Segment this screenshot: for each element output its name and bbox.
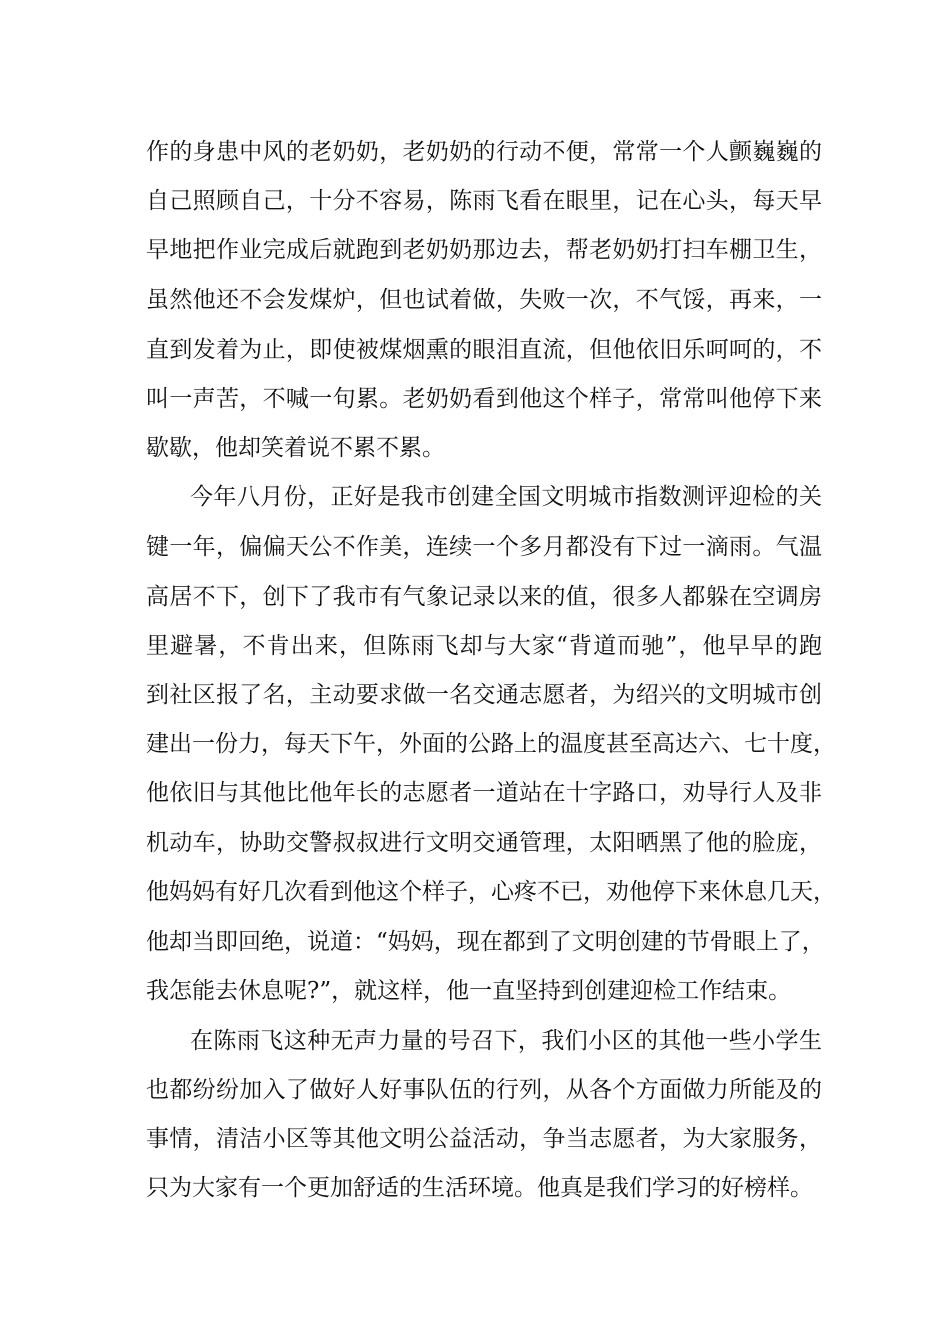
paragraph-3-line-3: 事情，清洁小区等其他文明公益活动，争当志愿者，为大家服务， [146, 1126, 822, 1152]
paragraph-2-line-6: 建出一份力，每天下午，外面的公路上的温度甚至高达六、七十度， [146, 731, 836, 757]
paragraph-2-line-3: 高居不下，创下了我市有气象记录以来的值，很多人都躲在空调房 [146, 584, 822, 610]
paragraph-2-line-4: 里避暑，不肯出来，但陈雨飞却与大家“背道而驰”，他早早的跑 [146, 633, 822, 659]
paragraph-2-line-10: 他却当即回绝，说道：“妈妈，现在都到了文明创建的节骨眼上了， [146, 929, 825, 955]
paragraph-2-line-7: 他依旧与其他比他年长的志愿者一道站在十字路口，劝导行人及非 [146, 780, 822, 806]
paragraph-3-line-1: 在陈雨飞这种无声力量的号召下，我们小区的其他一些小学生 [190, 1028, 822, 1054]
paragraph-1-line-1: 作的身患中风的老奶奶，老奶奶的行动不便，常常一个人颤巍巍的 [146, 139, 822, 165]
paragraph-3-line-2: 也都纷纷加入了做好人好事队伍的行列，从各个方面做力所能及的 [146, 1077, 822, 1103]
paragraph-2-line-8: 机动车，协助交警叔叔进行文明交通管理，太阳晒黑了他的脸庞， [146, 830, 822, 856]
paragraph-2-line-9: 他妈妈有好几次看到他这个样子，心疼不已，劝他停下来休息几天， [146, 879, 836, 905]
paragraph-3-line-4: 只为大家有一个更加舒适的生活环境。他真是我们学习的好榜样。 [146, 1175, 813, 1201]
paragraph-1-line-6: 叫一声苦，不喊一句累。老奶奶看到他这个样子，常常叫他停下来 [146, 386, 822, 412]
paragraph-2-line-5: 到社区报了名，主动要求做一名交通志愿者，为绍兴的文明城市创 [146, 682, 822, 708]
paragraph-2-line-1: 今年八月份，正好是我市创建全国文明城市指数测评迎检的关 [190, 484, 822, 510]
paragraph-2-line-2: 键一年，偏偏天公不作美，连续一个多月都没有下过一滴雨。气温 [146, 534, 822, 560]
paragraph-2-line-11: 我怎能去休息呢?”，就这样，他一直坚持到创建迎检工作结束。 [146, 978, 792, 1004]
paragraph-1-line-4: 虽然他还不会发煤炉，但也试着做，失败一次，不气馁，再来，一 [146, 287, 822, 313]
paragraph-1-line-5: 直到发着为止，即使被煤烟熏的眼泪直流，但他依旧乐呵呵的，不 [146, 337, 822, 363]
paragraph-1-line-3: 早地把作业完成后就跑到老奶奶那边去，帮老奶奶打扫车棚卫生， [146, 237, 822, 263]
paragraph-1-line-7: 歇歇，他却笑着说不累不累。 [146, 435, 445, 461]
paragraph-1-line-2: 自己照顾自己，十分不容易，陈雨飞看在眼里，记在心头，每天早 [146, 188, 822, 214]
